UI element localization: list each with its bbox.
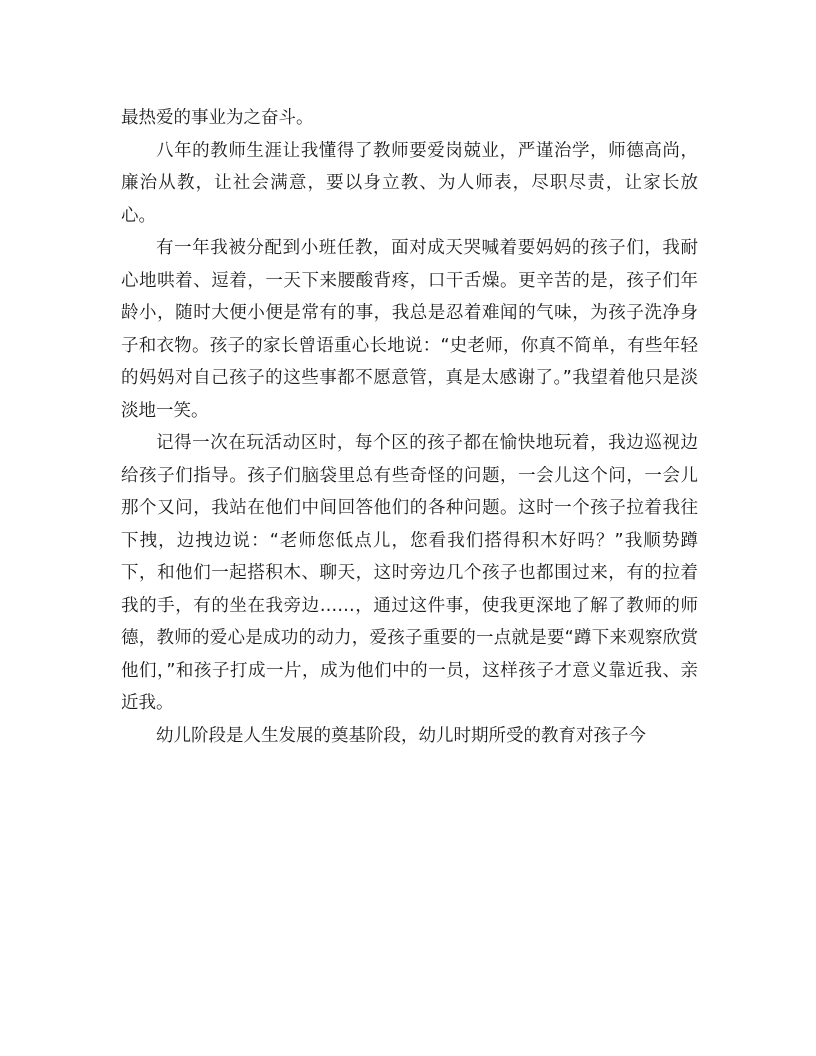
paragraph: 记得一次在玩活动区时，每个区的孩子都在愉快地玩着，我边巡视边给孩子们指导。孩子们脑袋里总有些奇怪的问题，一会儿这个问，一会儿那个又问，我站在他们中间回答他们的各种问题。这时一个孩子拉着我往下拽，边拽边说：“老师您低点儿，您看我们搭得积木好吗？”我顺势蹲下，和他们一起搭积木、聊天，这时旁边几个孩子也都围过来，有的拉着我的手，有的坐在我旁边……，通过这件事，使我更深地了解了教师的师德，教师的爱心是成功的动力，爱孩子重要的一点就是要“蹲下来观察欣赏他们，”和孩子打成一片，成为他们中的一员，这样孩子才意义靠近我、亲近我。 bbox=[121, 433, 698, 713]
paragraph: 八年的教师生涯让我懂得了教师要爱岗兢业，严谨治学，师德高尚，廉治从教，让社会满意，要以身立教、为人师表，尽职尽责，让家长放心。 bbox=[121, 140, 698, 226]
body-text bbox=[121, 102, 698, 752]
paragraph: 有一年我被分配到小班任教，面对成天哭喊着要妈妈的孩子们，我耐心地哄着、逗着，一天下来腰酸背疼，口干舌燥。更辛苦的是，孩子们年龄小，随时大便小便是常有的事，我总是忍着难闻的气味，为孩子洗净身子和衣物。孩子的家长曾语重心长地说：“史老师，你真不简单，有些年轻的妈妈对自己孩子的这些事都不愿意管，真是太感谢了。”我望着他只是淡淡地一笑。 bbox=[121, 238, 698, 421]
paragraph-continued: 最热爱的事业为之奋斗。 bbox=[121, 108, 314, 128]
paragraph: 幼儿阶段是人生发展的奠基阶段，幼儿时期所受的教育对孩子今 bbox=[156, 725, 646, 746]
